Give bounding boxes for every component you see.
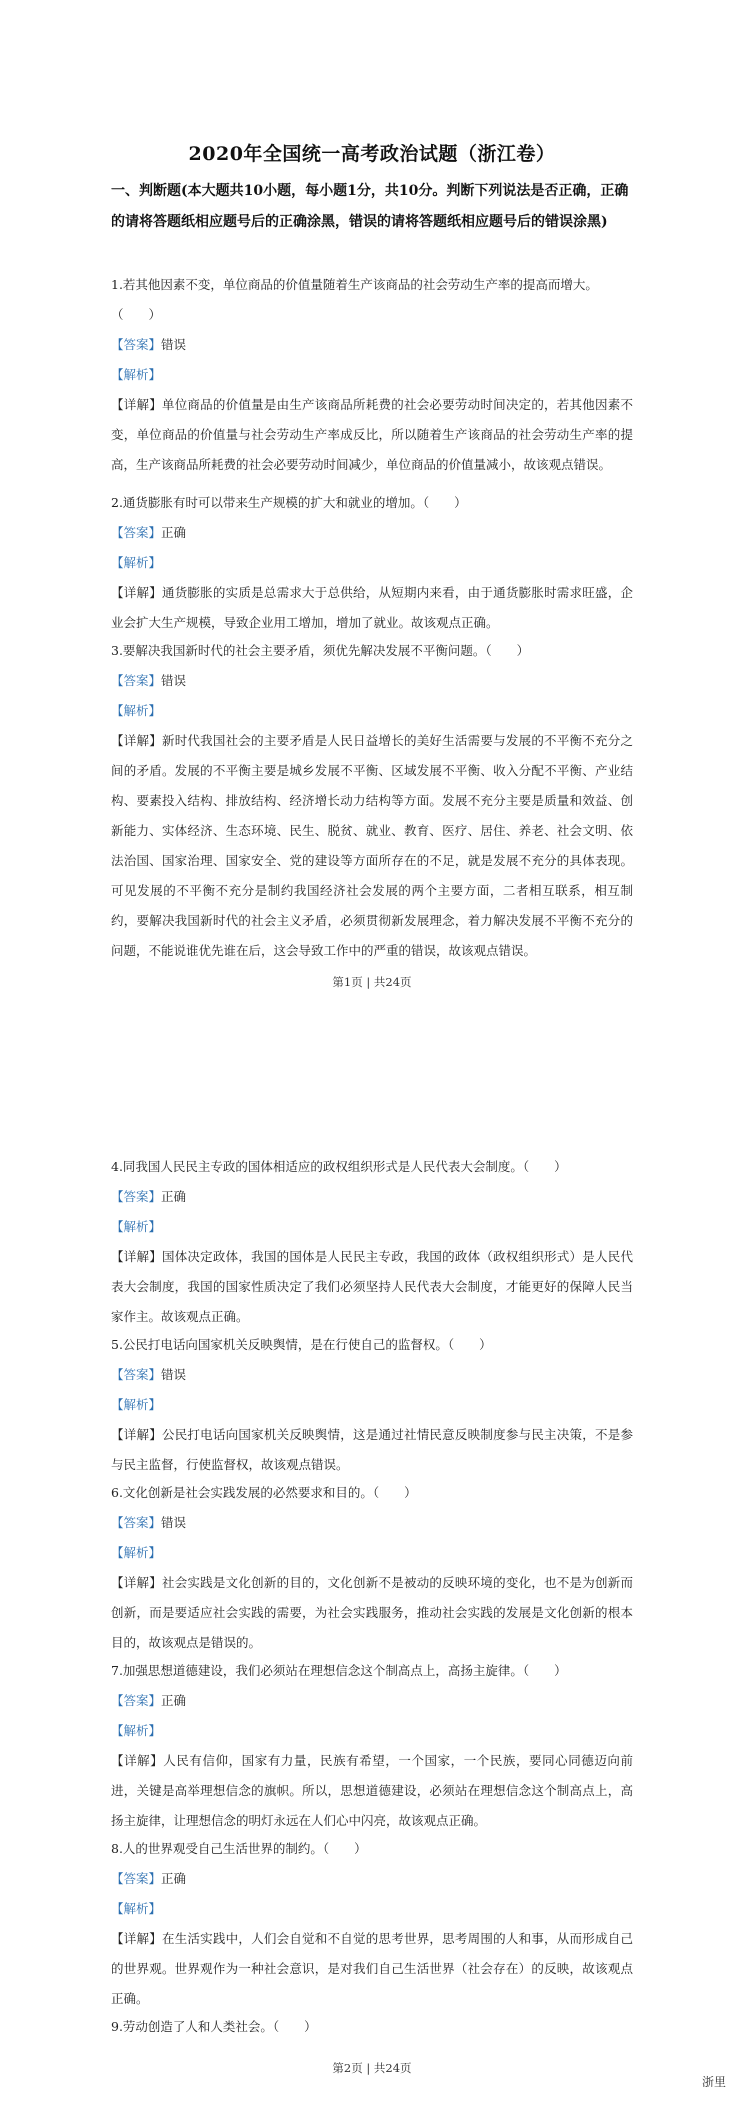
answer-label: 【答案】 (111, 1871, 162, 1886)
answer-value: 错误 (161, 1515, 187, 1530)
question-7 (111, 1656, 633, 1836)
analysis-label: 【解析】 (111, 703, 162, 718)
question-stem: 6.文化创新是社会实践发展的必然要求和目的。（ ） (111, 1485, 417, 1500)
analysis-label: 【解析】 (111, 1397, 162, 1412)
question-8 (111, 1834, 633, 2014)
question-9 (111, 2012, 633, 2042)
detail-label: 【详解】 (111, 397, 162, 412)
question-stem: 8.人的世界观受自己生活世界的制约。（ ） (111, 1841, 367, 1856)
detail-label: 【详解】 (111, 585, 162, 600)
question-stem: 4.同我国人民民主专政的国体相适应的政权组织形式是人民代表大会制度。（ ） (111, 1159, 567, 1174)
answer-value: 错误 (161, 337, 187, 352)
analysis-label: 【解析】 (111, 1219, 162, 1234)
detail-text: 通货膨胀的实质是总需求大于总供给，从短期内来看，由于通货膨胀时需求旺盛，企业会扩大生产规模，导致企业用工增加，增加了就业。故该观点正确。 (111, 585, 633, 630)
detail-text: 新时代我国社会的主要矛盾是人民日益增长的美好生活需要与发展的不平衡不充分之间的矛盾。发展的不平衡主要是城乡发展不平衡、区域发展不平衡、收入分配不平衡、产业结构、要素投入结构、排放结构、经济增长动力结构等方面。发展不充分主要是质量和效益、创新能力、实体经济、生态环境、民生、脱贫、就业、教育、医疗、居住、养老、社会文明、依法治国、国家治理、国家安全、党的建设等方面所存在的不足，就是发展不充分的具体表现。可见发展的不平衡不充分是制约我国经济社会发展的两个主要方面，二者相互联系，相互制约，要解决我国新时代的社会主义矛盾，必须贯彻新发展理念，着力解决发展不平衡不充分的问题，不能说谁优先谁在后，这会导致工作中的严重的错误，故该观点错误。 (111, 733, 633, 958)
answer-value: 正确 (161, 525, 187, 540)
question-stem: 5.公民打电话向国家机关反映舆情，是在行使自己的监督权。（ ） (111, 1337, 492, 1352)
section-header: 一、判断题(本大题共10小题，每小题1分，共10分。判断下列说法是否正确，正确的请将答题纸相应题号后的正确涂黑，错误的请将答题纸相应题号后的错误涂黑) (111, 183, 629, 230)
question-5 (111, 1330, 633, 1480)
analysis-label: 【解析】 (111, 1545, 162, 1560)
detail-label: 【详解】 (111, 1249, 162, 1264)
detail-text: 国体决定政体，我国的国体是人民民主专政，我国的政体（政权组织形式）是人民代表大会制度，我国的国家性质决定了我们必须坚持人民代表大会制度，才能更好的保障人民当家作主。故该观点正确。 (111, 1249, 633, 1324)
question-stem: 3.要解决我国新时代的社会主要矛盾，须优先解决发展不平衡问题。（ ） (111, 643, 530, 658)
question-1 (111, 270, 633, 480)
detail-text: 人民有信仰，国家有力量，民族有希望，一个国家，一个民族，要同心同德迈向前进，关键是高举理想信念的旗帜。所以，思想道德建设，必须站在理想信念这个制高点上，高扬主旋律，让理想信念的明灯永远在人们心中闪亮，故该观点正确。 (111, 1753, 633, 1828)
detail-text: 社会实践是文化创新的目的，文化创新不是被动的反映环境的变化，也不是为创新而创新，而是要适应社会实践的需要，为社会实践服务，推动社会实践的发展是文化创新的根本目的，故该观点是错误的。 (111, 1575, 633, 1650)
answer-label: 【答案】 (111, 337, 162, 352)
answer-value: 错误 (161, 1367, 187, 1382)
detail-label: 【详解】 (111, 1575, 162, 1590)
detail-text: 单位商品的价值量是由生产该商品所耗费的社会必要劳动时间决定的，若其他因素不变，单位商品的价值量与社会劳动生产率成反比，所以随着生产该商品的社会劳动生产率的提高，生产该商品所耗费的社会必要劳动时间减少，单位商品的价值量减小，故该观点错误。 (111, 397, 633, 472)
question-stem: 7.加强思想道德建设，我们必须站在理想信念这个制高点上，高扬主旋律。（ ） (111, 1663, 567, 1678)
detail-label: 【详解】 (111, 1753, 164, 1768)
detail-text: 公民打电话向国家机关反映舆情，这是通过社情民意反映制度参与民主决策，不是参与民主监督，行使监督权，故该观点错误。 (111, 1427, 633, 1472)
answer-label: 【答案】 (111, 1189, 162, 1204)
answer-label: 【答案】 (111, 525, 162, 540)
question-6 (111, 1478, 633, 1658)
analysis-label: 【解析】 (111, 1901, 162, 1916)
corner-mark: 浙里 (701, 2075, 726, 2089)
question-stem: 2.通货膨胀有时可以带来生产规模的扩大和就业的增加。（ ） (111, 495, 467, 510)
analysis-label: 【解析】 (111, 367, 162, 382)
analysis-label: 【解析】 (111, 1723, 162, 1738)
document-title: 2020年全国统一高考政治试题（浙江卷） (188, 143, 556, 165)
answer-label: 【答案】 (111, 1693, 162, 1708)
question-stem: 9.劳动创造了人和人类社会。（ ） (111, 2019, 317, 2034)
answer-label: 【答案】 (111, 1367, 162, 1382)
answer-label: 【答案】 (111, 1515, 162, 1530)
answer-value: 错误 (161, 673, 187, 688)
answer-value: 正确 (161, 1189, 187, 1204)
answer-label: 【答案】 (111, 673, 162, 688)
answer-value: 正确 (161, 1871, 187, 1886)
question-stem: 1.若其他因素不变，单位商品的价值量随着生产该商品的社会劳动生产率的提高而增大。 (111, 277, 598, 292)
analysis-label: 【解析】 (111, 555, 162, 570)
page-1 (0, 0, 744, 1040)
question-stem-cont: （ ） (111, 307, 162, 322)
page-footer: 第2页 | 共24页 (332, 2061, 412, 2075)
question-4 (111, 1152, 633, 1332)
question-3 (111, 636, 633, 966)
page-footer: 第1页 | 共24页 (332, 975, 412, 989)
detail-label: 【详解】 (111, 1427, 162, 1442)
answer-value: 正确 (161, 1693, 187, 1708)
detail-label: 【详解】 (111, 733, 162, 748)
page-2 (0, 1120, 744, 2104)
detail-text: 在生活实践中，人们会自觉和不自觉的思考世界，思考周围的人和事，从而形成自己的世界观。世界观作为一种社会意识，是对我们自己生活世界（社会存在）的反映，故该观点正确。 (111, 1931, 633, 2006)
detail-label: 【详解】 (111, 1931, 162, 1946)
question-2 (111, 488, 633, 638)
